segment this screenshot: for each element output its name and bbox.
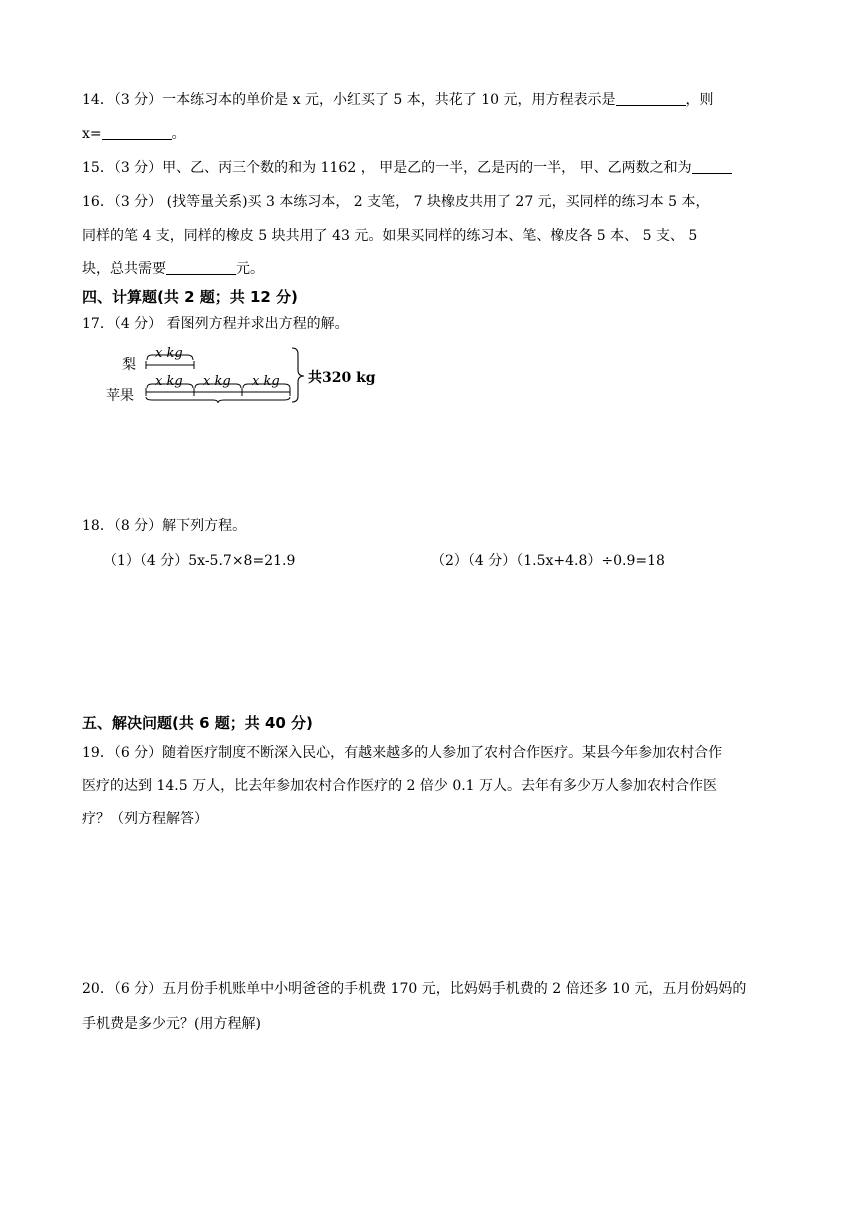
section-4-title: 四、计算题(共 2 题；共 12 分): [82, 288, 298, 306]
q16-answer-blank[interactable]: [166, 260, 236, 275]
q16-line1: 16．（3 分） (找等量关系)买 3 本练习本， 2 支笔， 7 块橡皮共用了 27 元，买同样的练习本 5 本，: [82, 194, 710, 210]
pear-segment-label: x kg: [155, 346, 183, 361]
q18-part1: （1）（4 分）5x-5.7×8=21.9: [103, 553, 296, 569]
q18-text: 18．（8 分）解下列方程。: [82, 518, 247, 534]
q16-line2: 同样的笔 4 支，同样的橡皮 5 块共用了 43 元。如果买同样的练习本、笔、橡皮各 5 本、 5 支、 5: [82, 228, 698, 244]
q16-line3: 块，总共需要 元。: [82, 261, 264, 277]
q15-answer-blank[interactable]: [692, 159, 732, 174]
apple-segment-label-2: x kg: [203, 374, 231, 389]
q18-part2: （2）（4 分）（1.5x+4.8）÷0.9=18: [431, 553, 665, 569]
q14-answer-blank-1[interactable]: [616, 91, 686, 106]
q14-line2: x= 。: [82, 126, 186, 142]
q20-line1: 20．（6 分）五月份手机账单中小明爸爸的手机费 170 元，比妈妈手机费的 2 倍还多 10 元，五月份妈妈的: [82, 981, 747, 997]
total-right-brace: [292, 348, 304, 402]
q19-line2: 医疗的达到 14.5 万人，比去年参加农村合作医疗的 2 倍少 0.1 万人。去年有多少万人参加农村合作医: [82, 778, 718, 794]
q17-diagram: [100, 340, 380, 406]
diagram-label-pear: 梨: [122, 357, 136, 373]
diagram-label-apple: 苹果: [106, 388, 134, 404]
section-5-title: 五、解决问题(共 6 题；共 40 分): [82, 714, 313, 732]
apple-under-brace: [146, 397, 290, 403]
apple-segment-label-3: x kg: [252, 374, 280, 389]
q17-text: 17．（4 分） 看图列方程并求出方程的解。: [82, 316, 349, 332]
q15-line1: 15．（3 分）甲、乙、丙三个数的和为 1162 ， 甲是乙的一半，乙是丙的一半， 甲、乙两数之和为: [82, 158, 732, 178]
diagram-total-label: 共320 kg: [308, 370, 376, 386]
q14-line1: 14．（3 分）一本练习本的单价是 x 元，小红买了 5 本，共花了 10 元，用方程表示是 ，则: [82, 92, 714, 108]
q19-line3: 疗？（列方程解答）: [82, 811, 208, 827]
apple-segment-label-1: x kg: [155, 374, 183, 389]
q14-answer-blank-2[interactable]: [102, 125, 172, 140]
q20-line2: 手机费是多少元？(用方程解): [82, 1016, 261, 1032]
q19-line1: 19．（6 分）随着医疗制度不断深入民心，有越来越多的人参加了农村合作医疗。某县今年参加农村合作: [82, 745, 723, 761]
